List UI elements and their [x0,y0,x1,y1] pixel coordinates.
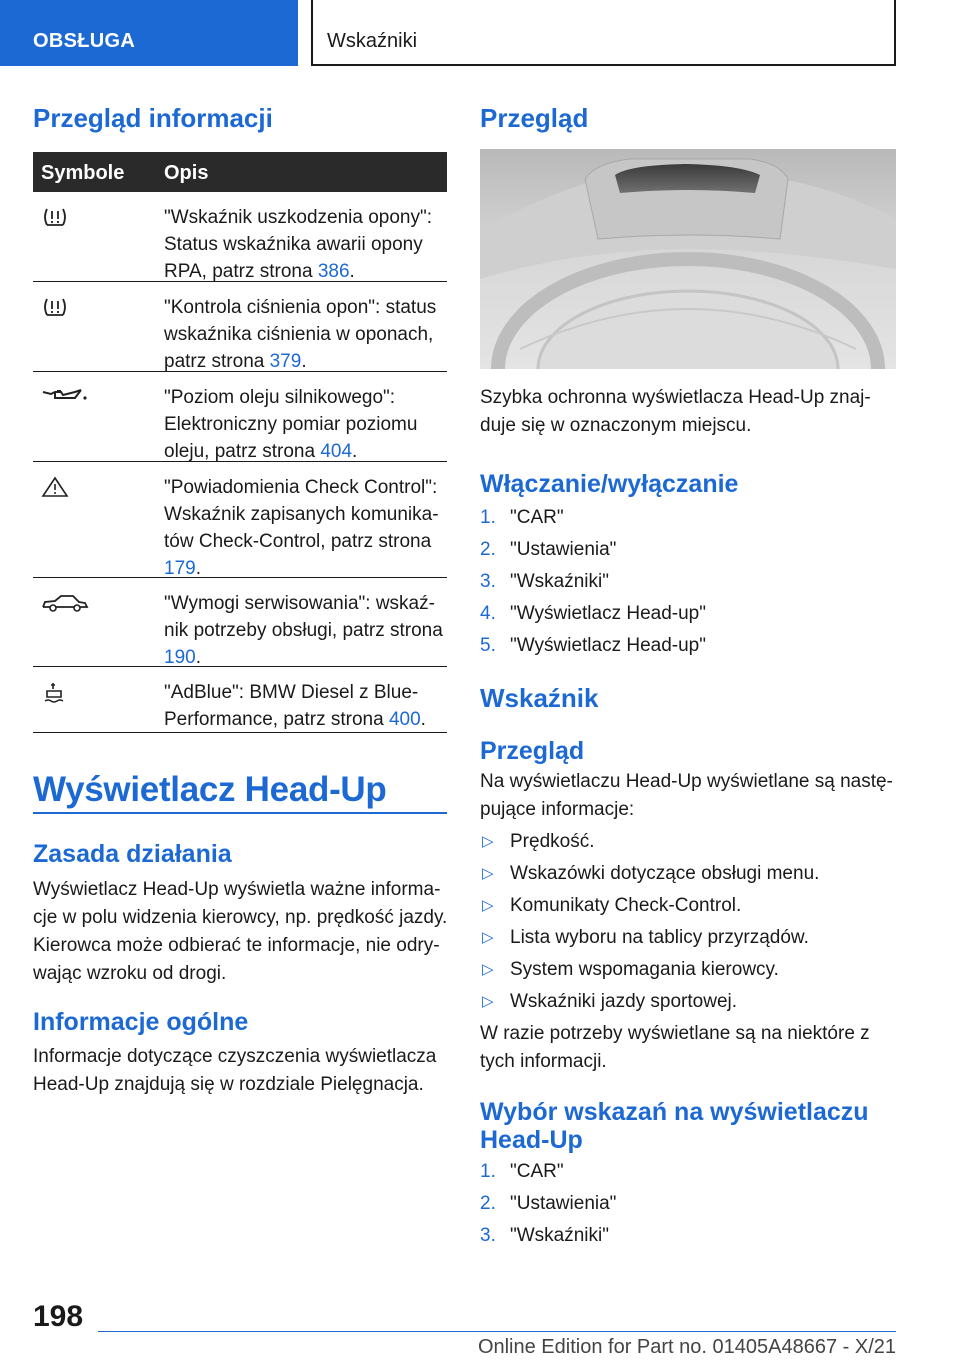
footer-rule [98,1331,896,1332]
tire-warning-icon [41,206,69,228]
page-link[interactable]: 190 [164,647,196,668]
col-symbols: Symbole [41,162,125,184]
table-row [33,578,447,667]
car-service-icon [41,592,89,614]
indicator-heading: Wskaźnik [480,683,599,713]
principle-paragraph-2: Kierowca może odbierać te informacje, nie odry-wając wzroku od drogi. [33,935,440,984]
table-row [33,667,447,733]
table-row [33,372,447,462]
list-item: ▷ System wspomagania kierowcy. [482,959,779,980]
tire-pressure-icon [41,296,69,318]
list-item: 3. "Wskaźniki" [480,571,609,592]
principle-paragraph-1: Wyświetlacz Head-Up wyświetla ważne informa-cje w polu widzenia kierowcy, np. prędkość jazdy. [33,879,448,928]
selection-heading: Wybór wskazań na wyświetlaczu Head-Up [480,1098,869,1154]
list-item: 5. "Wyświetlacz Head-up" [480,635,706,656]
adblue-icon [41,681,69,703]
page-link[interactable]: 179 [164,558,196,579]
row-description: "AdBlue": BMW Diesel z Blue-Performance, patrz strona 400. [164,682,426,730]
col-description: Opis [164,162,209,184]
section-tab: OBSŁUGA [0,0,298,66]
general-paragraph: Informacje dotyczące czyszczenia wyświetlacza Head-Up znajdują się w rozdziale Pielęgnacja. [33,1046,437,1095]
row-description: "Powiadomienia Check Control": Wskaźnik zapisanych komunika-tów Check-Control, patrz strona 179. [164,477,439,579]
hud-photo [480,149,896,369]
overview-heading: Przegląd informacji [33,103,273,133]
page-link[interactable]: 379 [269,351,302,372]
list-item: ▷ Wskazówki dotyczące obsługi menu. [482,863,820,884]
list-item: 2. "Ustawienia" [480,539,617,560]
table-row [33,192,447,282]
principle-heading: Zasada działania [33,840,232,868]
right-overview-heading: Przegląd [480,103,589,133]
page-number: 198 [33,1300,84,1333]
list-item: 3. "Wskaźniki" [480,1225,609,1246]
heading-rule [33,812,447,814]
list-item: ▷ Lista wyboru na tablicy przyrządów. [482,927,809,948]
list-item: 2. "Ustawienia" [480,1193,617,1214]
list-item: 1. "CAR" [480,507,564,528]
indicator-subheading: Przegląd [480,737,585,765]
indicator-note: W razie potrzeby wyświetlane są na niektóre z tych informacji. [480,1023,870,1072]
table-row [33,462,447,578]
page-header [0,0,960,66]
hud-heading: Wyświetlacz Head-Up [33,770,387,809]
row-description: "Kontrola ciśnienia opon": status wskaźnika ciśnienia w oponach, patrz strona 379. [164,297,437,372]
general-heading: Informacje ogólne [33,1008,249,1036]
photo-caption: Szybka ochronna wyświetlacza Head-Up znaj-duje się w oznaczonym miejscu. [480,387,871,436]
selection-steps [480,1156,896,1252]
indicator-items [480,826,896,1018]
page-link[interactable]: 400 [388,709,421,730]
row-description: "Wskaźnik uszkodzenia opony": Status wskaźnika awarii opony RPA, patrz strona 386. [164,207,433,282]
onoff-heading: Włączanie/wyłączanie [480,470,739,498]
table-header [33,152,447,192]
indicator-intro: Na wyświetlaczu Head-Up wyświetlane są nastę-pujące informacje: [480,771,893,820]
table-row [33,282,447,372]
list-item: ▷ Komunikaty Check-Control. [482,895,742,916]
list-item: ▷ Prędkość. [482,831,595,852]
list-item: 1. "CAR" [480,1161,564,1182]
onoff-steps [480,502,896,662]
list-item: 4. "Wyświetlacz Head-up" [480,603,706,624]
list-item: ▷ Wskaźniki jazdy sportowej. [482,991,738,1012]
page-link[interactable]: 404 [320,441,353,462]
row-description: "Wymogi serwisowania": wskaź-nik potrzeby obsługi, patrz strona 190. [164,593,443,668]
oil-can-icon [41,386,91,408]
chapter-title: Wskaźniki [311,0,896,66]
symbols-table [33,152,447,733]
warning-triangle-icon [41,476,69,498]
row-description: "Poziom oleju silnikowego": Elektroniczny pomiar poziomu oleju, patrz strona 404. [164,387,418,462]
footer-edition: Online Edition for Part no. 01405A48667 - X/21 [477,1336,896,1358]
page-link[interactable]: 386 [317,261,350,282]
